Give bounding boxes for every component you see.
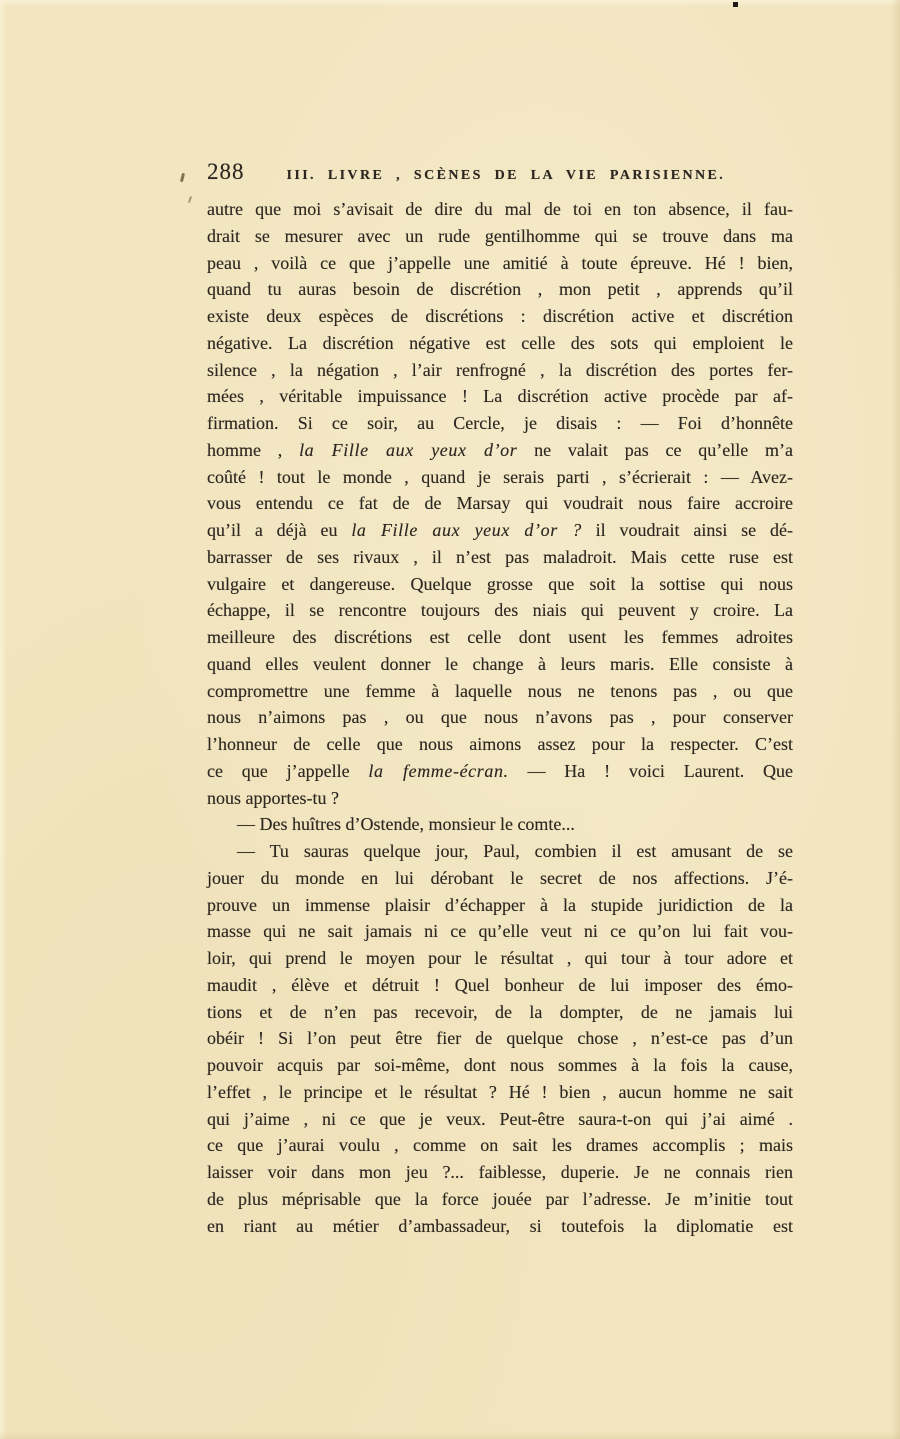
text-line (207, 892, 793, 919)
body-text: masse qui ne sait jamais ni ce qu’elle veut ni ce qu’on lui fait vou- (207, 921, 793, 942)
text-line (207, 544, 793, 571)
text-line (207, 811, 793, 838)
body-text: — Ha ! voici Laurent. Que (508, 760, 793, 781)
body-text: échappe, il se rencontre toujours des niais qui peuvent y croire. La (207, 600, 793, 621)
body-text: jouer du monde en lui dérobant le secret de nos affections. J’é- (207, 867, 793, 888)
body-text: prouve un immense plaisir d’échapper à la stupide juridiction de la (207, 894, 793, 915)
text-line (207, 223, 793, 250)
italic-text: la Fille aux yeux d’or ? (351, 520, 582, 540)
text-line (207, 678, 793, 705)
scan-edge-left (0, 0, 7, 1439)
body-text: nous apportes-tu ? (207, 787, 339, 808)
text-line (207, 490, 793, 517)
text-line (207, 945, 793, 972)
text-line (207, 250, 793, 277)
paragraph (207, 838, 793, 1239)
body-text: homme , (207, 439, 300, 460)
page-header (207, 159, 793, 188)
body-text: loir, qui prend le moyen pour le résultat , qui tour à tour adore et (207, 948, 793, 968)
text-line (207, 731, 793, 758)
body-text: quand tu auras besoin de discrétion , mon petit , apprends qu’il (207, 279, 793, 300)
text-line (207, 597, 793, 624)
text-line (207, 330, 793, 357)
body-text: maudit , élève et détruit ! Quel bonheur de lui imposer des émo- (207, 974, 793, 995)
text-line (207, 999, 793, 1026)
text-line (207, 785, 793, 812)
text-line (207, 303, 793, 330)
running-title: III. LIVRE , SCÈNES DE LA VIE PARISIENNE. (286, 168, 726, 183)
body-text: l’effet , le principe et le résultat ? Hé ! bien , aucun homme ne sait (207, 1081, 793, 1102)
text-line (207, 651, 793, 678)
text-line (207, 1079, 793, 1106)
paragraph (207, 196, 793, 811)
text-line (207, 838, 793, 865)
text-line (207, 276, 793, 303)
body-text: quand elles veulent donner le change à leurs maris. Elle consiste à (207, 653, 793, 674)
body-text: l’honneur de celle que nous aimons assez pour la respecter. C’est (207, 734, 793, 754)
body-text: silence , la négation , l’air renfrogné , la discrétion des portes fer- (207, 359, 793, 380)
text-line (207, 1025, 793, 1052)
body-text: existe deux espèces de discrétions : discrétion active et discrétion (207, 306, 793, 326)
body-text: coûté ! tout le monde , quand je serais parti , s’écrierait : — Avez- (207, 466, 793, 487)
body-text: vulgaire et dangereuse. Quelque grosse que soit la sottise qui nous (207, 573, 793, 594)
body-text: vous entendu ce fat de de Marsay qui voudrait nous faire accroire (207, 493, 793, 514)
text-line (207, 464, 793, 491)
body-text: mées , véritable impuissance ! La discrétion active procède par af- (207, 386, 793, 407)
body-text: ne valait pas ce qu’elle m’a (517, 439, 793, 460)
text-line (207, 624, 793, 651)
body-text: — Tu sauras quelque jour, Paul, combien il est amusant de se (237, 841, 793, 861)
body-text: il voudrait ainsi se dé- (581, 520, 793, 540)
text-line (207, 383, 793, 410)
body-text: meilleure des discrétions est celle dont usent les femmes adroites (207, 627, 793, 647)
text-line (207, 972, 793, 999)
italic-text: la Fille aux yeux d’or (299, 439, 518, 460)
body-text: peau , voilà ce que j’appelle une amitié à toute épreuve. Hé ! bien, (207, 252, 793, 273)
text-line (207, 1106, 793, 1133)
body-text: compromettre une femme à laquelle nous ne tenons pas , ou que (207, 680, 793, 701)
text-line (207, 437, 793, 464)
scan-edge-bottom (0, 1431, 900, 1439)
text-line (207, 704, 793, 731)
text-line (207, 865, 793, 892)
body-text: tions et de n’en pas recevoir, de la dompter, de ne jamais lui (207, 1001, 793, 1022)
body-text: pouvoir acquis par soi-même, dont nous sommes à la fois la cause, (207, 1055, 793, 1075)
body-text: obéir ! Si l’on peut être fier de quelque chose , n’est-ce pas d’un (207, 1028, 793, 1049)
body-text: — Des huîtres d’Ostende, monsieur le comte... (237, 814, 575, 835)
body-text: ce que j’appelle (207, 760, 369, 781)
body-text: barrasser de ses rivaux , il n’est pas maladroit. Mais cette ruse est (207, 546, 793, 567)
paragraph (207, 811, 793, 838)
text-line (207, 357, 793, 384)
page-body (207, 196, 793, 1239)
text-line (207, 410, 793, 437)
body-text: de plus méprisable que la force jouée par l’adresse. Je m’initie tout (207, 1188, 793, 1209)
body-text: ce que j’aurai voulu , comme on sait les drames accomplis ; mais (207, 1135, 793, 1156)
text-line (207, 571, 793, 598)
text-line (207, 1213, 793, 1240)
body-text: laisser voir dans mon jeu ?... faiblesse, duperie. Je ne connais rien (207, 1162, 793, 1182)
body-text: nous n’aimons pas , ou que nous n’avons pas , pour conserver (207, 707, 793, 728)
body-text: autre que moi s’avisait de dire du mal de toi en ton absence, il fau- (207, 199, 793, 219)
body-text: négative. La discrétion négative est celle des sots qui emploient le (207, 332, 793, 353)
text-line (207, 1132, 793, 1159)
text-line (207, 918, 793, 945)
body-text: drait se mesurer avec un rude gentilhomme qui se trouve dans ma (207, 225, 793, 246)
page-number: 288 (207, 159, 245, 184)
scan-edge-right (891, 0, 900, 1439)
scan-speck (733, 2, 738, 7)
body-text: en riant au métier d’ambassadeur, si toutefois la diplomatie est (207, 1215, 793, 1236)
body-text: firmation. Si ce soir, au Cercle, je disais : — Foi d’honnête (207, 413, 793, 433)
scan-edge-top (0, 0, 900, 7)
body-text: qu’il a déjà eu (207, 520, 352, 540)
text-line (207, 196, 793, 223)
text-line (207, 758, 793, 785)
text-line (207, 1052, 793, 1079)
text-line (207, 517, 793, 544)
body-text: qui j’aime , ni ce que je veux. Peut-être saura-t-on qui j’ai aimé . (207, 1108, 793, 1129)
text-line (207, 1159, 793, 1186)
italic-text: la femme-écran. (368, 760, 509, 781)
text-line (207, 1186, 793, 1213)
